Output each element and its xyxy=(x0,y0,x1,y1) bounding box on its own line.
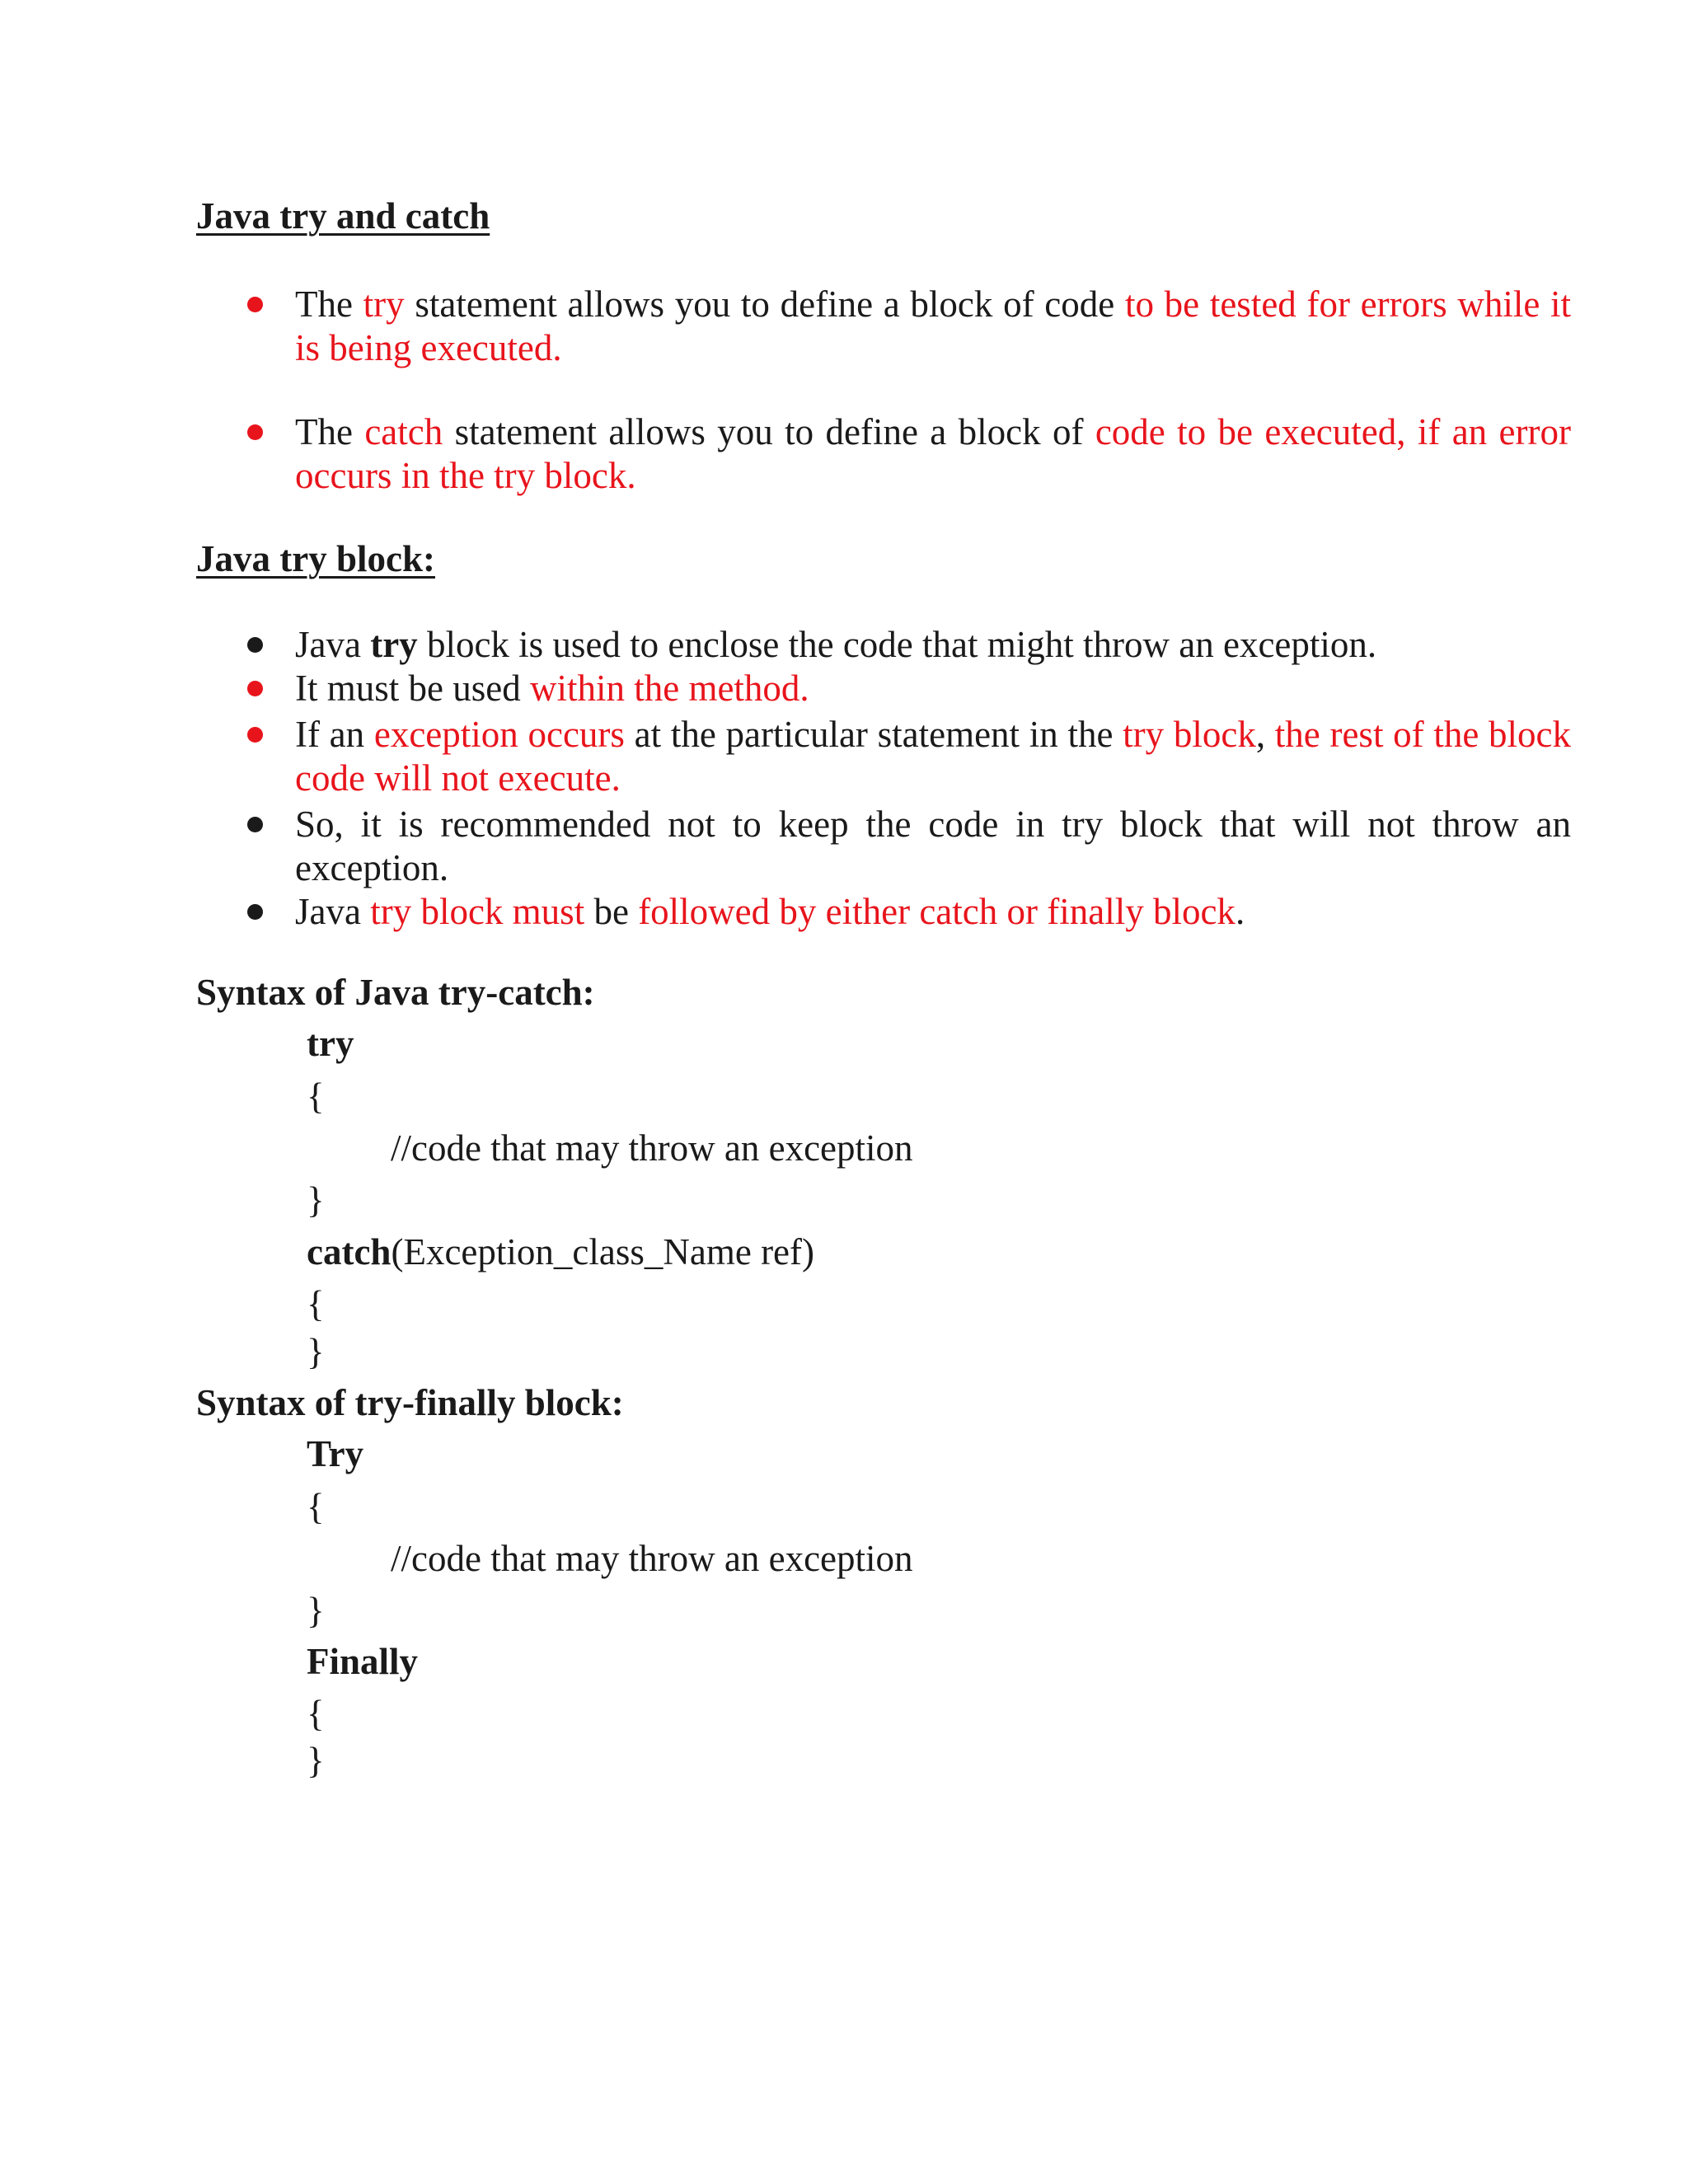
list-item: It must be used within the method. xyxy=(196,667,1571,710)
bullet-icon xyxy=(247,297,263,312)
bullet-icon xyxy=(247,424,263,440)
section-heading-try-block: Java try block: xyxy=(196,538,435,579)
list-item: If an exception occurs at the particular statement in the try block, the rest of the block code will not execute. xyxy=(196,713,1571,800)
list-item: The catch statement allows you to define a block of code to be executed, if an error occurs in the try block. xyxy=(196,410,1571,498)
code-open-brace: { xyxy=(307,1486,325,1527)
section-heading-syntax-try-catch: Syntax of Java try-catch: xyxy=(196,972,595,1013)
code-comment: //code that may throw an exception xyxy=(391,1538,913,1579)
code-keyword-try: try xyxy=(307,1023,354,1064)
code-catch-line xyxy=(307,1230,814,1273)
code-close-brace: } xyxy=(307,1740,325,1781)
code-open-brace: { xyxy=(307,1693,325,1734)
code-catch-args: (Exception_class_Name ref) xyxy=(391,1231,814,1272)
bullet-icon xyxy=(247,637,263,653)
section-heading-syntax-try-finally: Syntax of try-finally block: xyxy=(196,1382,624,1423)
bullet-icon xyxy=(247,904,263,920)
code-open-brace: { xyxy=(307,1076,325,1117)
code-keyword-catch: catch xyxy=(307,1231,392,1272)
try-block-bullet-list xyxy=(196,623,1571,934)
catch-bullet-list xyxy=(196,410,1571,498)
code-keyword-finally: Finally xyxy=(307,1641,419,1682)
code-close-brace: } xyxy=(307,1179,325,1221)
code-close-brace: } xyxy=(307,1590,325,1631)
code-open-brace: { xyxy=(307,1283,325,1324)
bullet-icon xyxy=(247,681,263,696)
list-item: Java try block is used to enclose the code that might throw an exception. xyxy=(196,623,1571,667)
list-item: Java try block must be followed by either catch or finally block. xyxy=(196,890,1571,934)
try-catch-bullet-list xyxy=(196,283,1571,370)
bullet-icon xyxy=(247,817,263,832)
bullet-icon xyxy=(247,727,263,743)
code-keyword-try: Try xyxy=(307,1433,364,1474)
list-item: The try statement allows you to define a block of code to be tested for errors while it is being executed. xyxy=(196,283,1571,370)
code-close-brace: } xyxy=(307,1331,325,1372)
section-heading-try-catch: Java try and catch xyxy=(196,195,490,237)
list-item: So, it is recommended not to keep the code in try block that will not throw an exception. xyxy=(196,803,1571,890)
code-comment: //code that may throw an exception xyxy=(391,1127,913,1169)
